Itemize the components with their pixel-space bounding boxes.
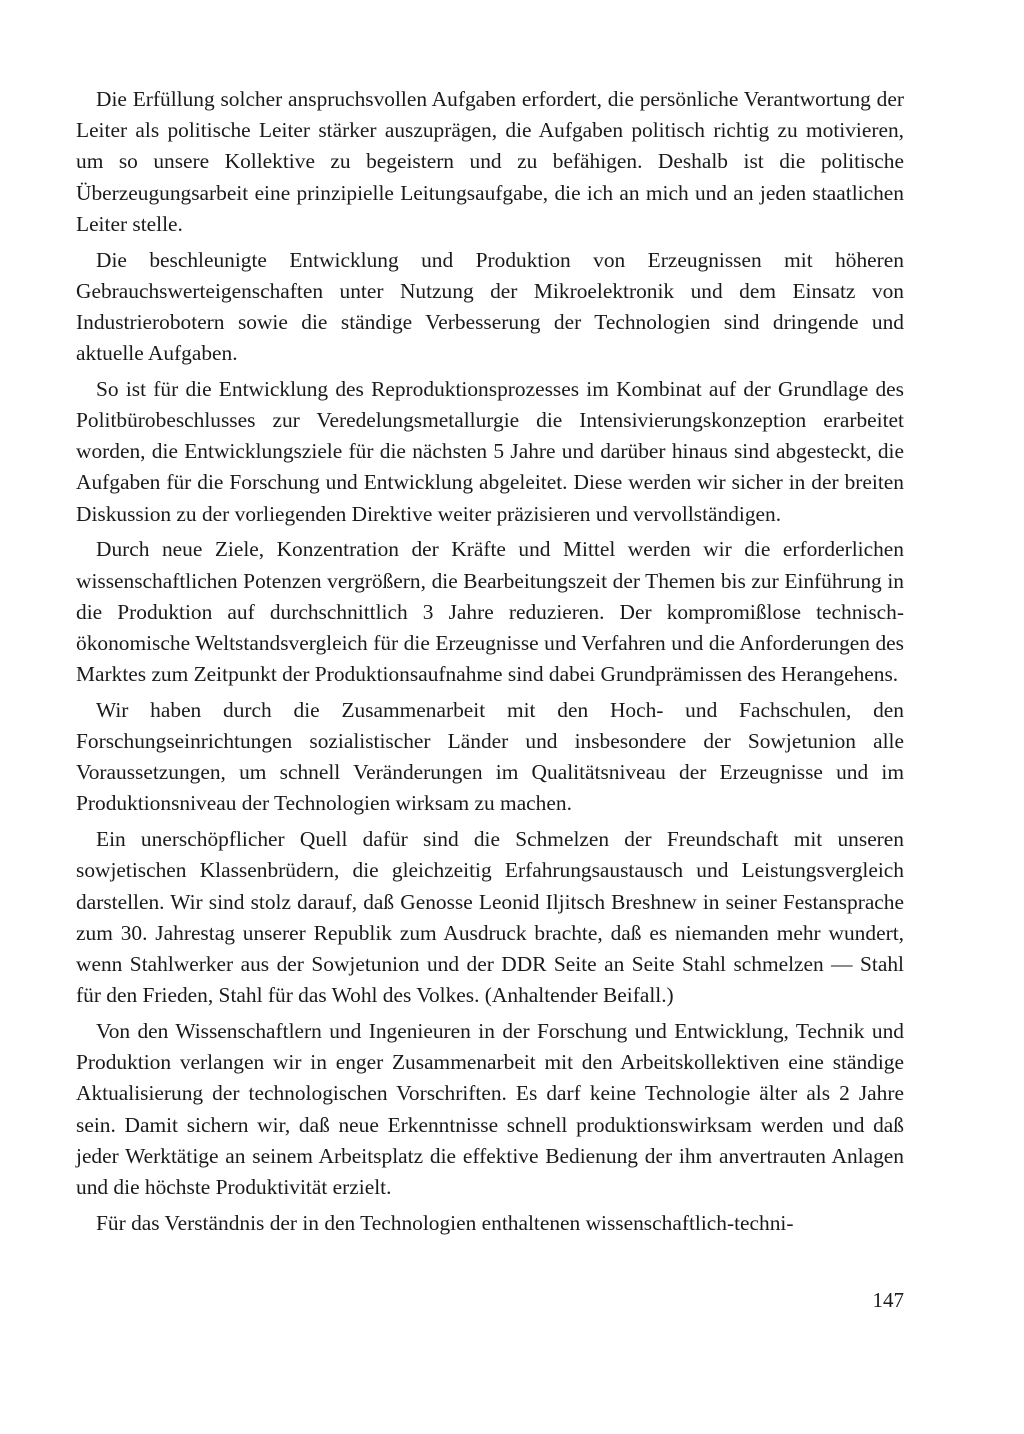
paragraph-5: Wir haben durch die Zusammenarbeit mit den Hoch- und Fachschulen, den Forschungseinrichtungen sozialistischer Länder und insbesondere der Sowjetunion alle Voraussetzungen, um schnell Veränderungen im Qualitätsniveau der Erzeugnisse und im Produktionsniveau der Technologien wirksam zu machen. [76, 697, 904, 816]
paragraph-1: Die Erfüllung solcher anspruchsvollen Aufgaben erfordert, die persönliche Verantwortung der Leiter als politische Leiter stärker auszuprägen, die Aufgaben politisch richtig zu motivieren, um so unsere Kollektive zu begeistern und zu befähigen. Deshalb ist die politische Überzeugungsarbeit eine prinzipielle Leitungsaufgabe, die ich an mich und an jeden staatlichen Leiter stelle. [76, 87, 904, 236]
paragraph-2: Die beschleunigte Entwicklung und Produktion von Erzeugnissen mit höheren Gebrauchswerteigenschaften unter Nutzung der Mikroelektronik und dem Einsatz von Industrierobotern sowie die ständige Verbesserung der Technologien sind dringende und aktuelle Aufgaben. [76, 247, 904, 366]
body-text [76, 84, 904, 1243]
paragraph-7: Von den Wissenschaftlern und Ingenieuren in der Forschung und Entwicklung, Technik und Produktion verlangen wir in enger Zusammenarbeit mit den Arbeitskollektiven eine ständige Aktualisierung der technologischen Vorschriften. Es darf keine Technologie älter als 2 Jahre sein. Damit sichern wir, daß neue Erkenntnisse schnell produktionswirksam werden und daß jeder Werktätige an seinem Arbeitsplatz die effektive Bedienung der ihm anvertrauten Anlagen und die höchste Produktivität erzielt. [76, 1018, 904, 1199]
page-number: 147 [872, 1288, 904, 1312]
paragraph-6: Ein unerschöpflicher Quell dafür sind die Schmelzen der Freundschaft mit unseren sowjetischen Klassenbrüdern, die gleichzeitig Erfahrungsaustausch und Leistungsvergleich darstellen. Wir sind stolz darauf, daß Genosse Leonid Iljitsch Breshnew in seiner Festansprache zum 30. Jahrestag unserer Republik zum Ausdruck brachte, daß es niemanden mehr wundert, wenn Stahlwerker aus der Sowjetunion und der DDR Seite an Seite Stahl schmelzen — Stahl für den Frieden, Stahl für das Wohl des Volkes. (Anhaltender Beifall.) [76, 827, 904, 1008]
paragraph-8: Für das Verständnis der in den Technologien enthaltenen wissenschaftlich-techni- [96, 1210, 794, 1235]
paragraph-3: So ist für die Entwicklung des Reproduktionsprozesses im Kombinat auf der Grundlage des Politbürobeschlusses zur Veredelungsmetallurgie die Intensivierungskonzeption erarbeitet worden, die Entwicklungsziele für die nächsten 5 Jahre und darüber hinaus sind abgesteckt, die Aufgaben für die Forschung und Entwicklung abgeleitet. Diese werden wir sicher in der breiten Diskussion zu der vorliegenden Direktive weiter präzisieren und vervollständigen. [76, 376, 904, 526]
paragraph-4: Durch neue Ziele, Konzentration der Kräfte und Mittel werden wir die erforderlichen wissenschaftlichen Potenzen vergrößern, die Bearbeitungszeit der Themen bis zur Einführung in die Produktion auf durchschnittlich 3 Jahre reduzieren. Der kompromißlose technisch-ökonomische Weltstandsvergleich für die Erzeugnisse und Verfahren und die Anforderungen des Marktes zum Zeitpunkt der Produktionsaufnahme sind dabei Grundprämissen des Herangehens. [76, 537, 904, 687]
